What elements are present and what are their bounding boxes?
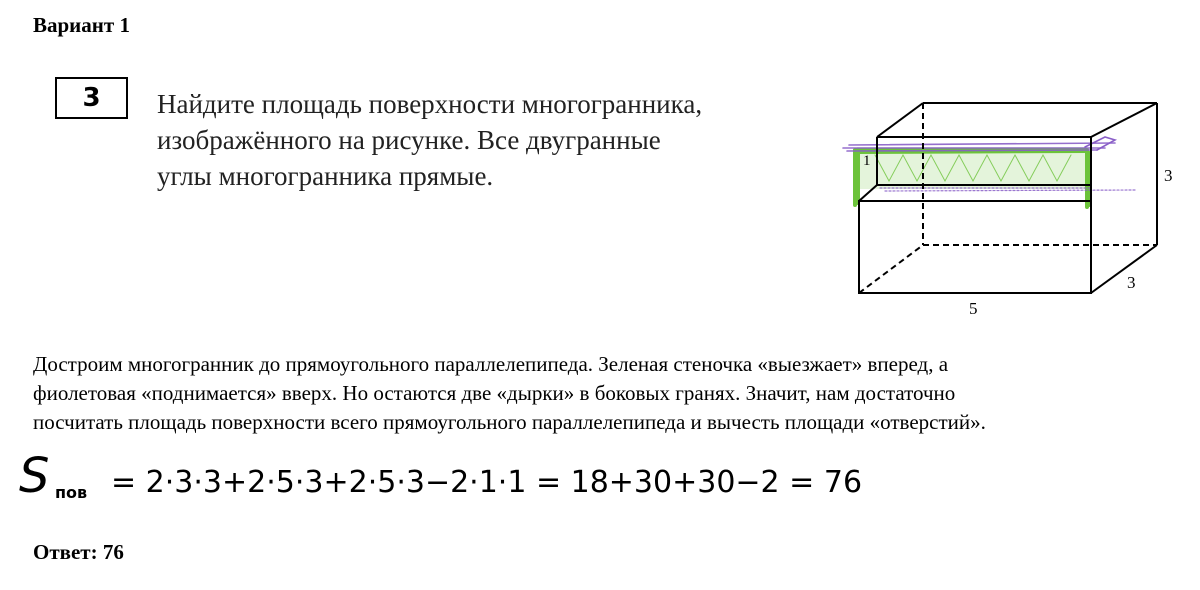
variant-title: Вариант 1 [33,13,130,37]
explanation-line-3: посчитать площадь поверхности всего прямоугольного параллелепипеда и вычесть площади «отверстий». [33,410,986,434]
problem-line-1: Найдите площадь поверхности многогранника, [157,89,703,119]
problem-line-3: углы многогранника прямые. [157,161,494,191]
hidden-edges [859,103,1157,293]
task-number-box [55,77,128,119]
label-step: 1 [863,153,871,169]
green-wall-highlight [855,147,1090,207]
explanation-line-2: фиолетовая «поднимается» вверх. Но остаются две «дырки» в боковых гранях. Значит, нам достаточно [33,381,956,405]
task-number: 3 [82,83,101,113]
polyhedron-figure [835,95,1180,325]
formula-rhs: = 2·3·3+2·5·3+2·5·3−2·1·1 = 18+30+30−2 = 76 [111,465,863,500]
formula-lhs: S [19,452,50,504]
solution-explanation [33,350,1183,437]
handwritten-formula [15,452,885,504]
label-height: 3 [1164,166,1173,185]
formula-subscript: пов [55,483,88,502]
answer: Ответ: 76 [33,540,124,564]
label-depth: 3 [1127,273,1136,292]
explanation-line-1: Достроим многогранник до прямоугольного параллелепипеда. Зеленая стеночка «выезжает» вперед, а [33,352,949,376]
box-edges [859,103,1157,293]
problem-line-2: изображённого на рисунке. Все двугранные [157,125,661,155]
problem-statement [157,86,797,194]
label-width: 5 [969,299,978,318]
